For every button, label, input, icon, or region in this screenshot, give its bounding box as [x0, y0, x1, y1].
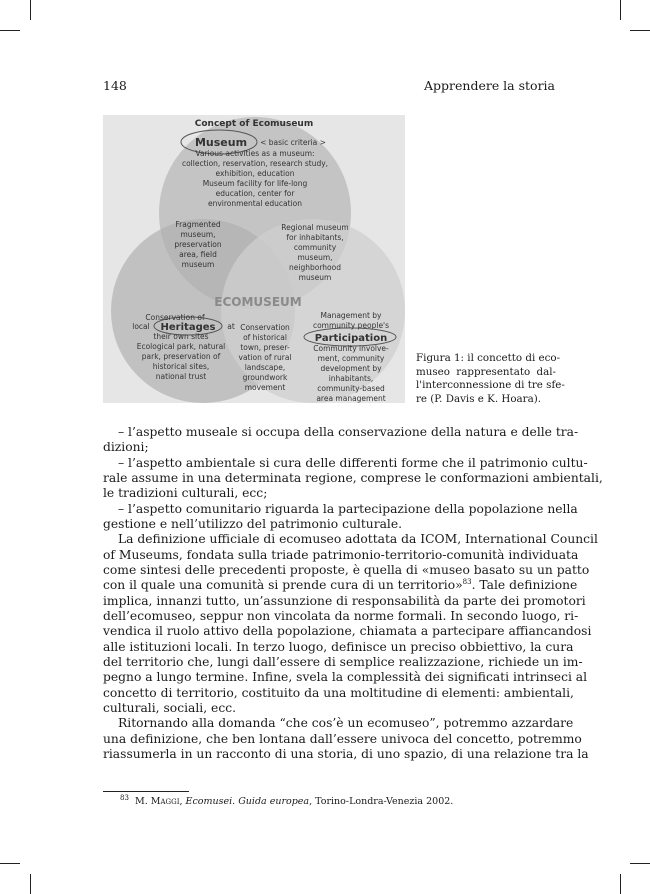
figure-label: inhabitants, [328, 374, 374, 383]
body-line-text: Ritornando alla domanda “che cos’è un ecomuseo”, potremmo azzardare [118, 716, 574, 731]
body-line [103, 470, 603, 486]
body-line-text: alle istituzioni locali. In terzo luogo, definisce un preciso obbiettivo, la cura [103, 639, 574, 654]
running-title: Apprendere la storia [423, 78, 555, 93]
body-line [103, 716, 574, 731]
body-text [103, 425, 603, 762]
figure-label: < basic criteria > [260, 138, 326, 147]
figure-label: for inhabitants, [286, 233, 344, 242]
footnote-ref: 83 [462, 578, 472, 587]
figure-label: historical sites, [152, 362, 210, 371]
body-line-text: rale assume in una determinata regione, comprese le conformazioni ambientali, [103, 470, 603, 485]
body-line [103, 486, 555, 501]
body-line [103, 593, 586, 609]
figure-label: museum [298, 273, 332, 282]
figure-label: exhibition, education [215, 169, 295, 178]
figure-label: museum [181, 260, 215, 269]
figure-label: local [132, 322, 150, 331]
body-line-text: riassumerla in un racconto di una storia, di uno spazio, di una relazione tra la [103, 746, 589, 761]
figure-label: Various activities as a museum: [195, 149, 315, 158]
body-line [103, 425, 579, 440]
body-line-text: pegno a lungo termine. Infine, svela la complessità dei significati intrinseci al [103, 670, 588, 685]
figure-label: community [293, 243, 337, 252]
body-line [103, 547, 579, 563]
body-line-text: concetto di territorio, costituito da una moltitudine di elementi: ambientali, [103, 685, 574, 700]
figure-label: Community involve- [313, 344, 389, 353]
crop-mark [620, 874, 621, 894]
figure-label: education, center for [215, 189, 295, 198]
body-line-text: dell’ecomuseo, seppur non vincolata da norme formali. In secondo luogo, ri- [103, 608, 579, 623]
body-line-text: dizioni; [103, 440, 149, 455]
body-line-text: – l’aspetto comunitario riguarda la partecipazione della popolazione nella [118, 501, 578, 516]
figure-label: area, field [179, 250, 217, 259]
body-line-text: una definizione, che ben lontana dall’essere univoca del concetto, potremmo [103, 731, 582, 746]
body-line-text: La definizione ufficiale di ecomuseo adottata da ICOM, International Council [118, 532, 598, 547]
figure-label: museum, [297, 253, 333, 262]
museum-label: Museum [194, 136, 248, 149]
body-line-text: – l’aspetto ambientale si cura delle differenti forme che il patrimonio cultu- [118, 455, 588, 470]
caption-line: l'interconnessione di tre sfe- [416, 379, 565, 391]
figure-label: Conservation of [145, 313, 205, 322]
body-line-text: con il quale una comunità si prende cura di un territorio» [103, 578, 463, 593]
body-line [103, 501, 578, 517]
figure-label: national trust [155, 372, 207, 381]
figure-label: community-based [317, 384, 385, 393]
figure-label: neighborhood [289, 263, 341, 272]
figure-label: Management by [320, 311, 382, 320]
figure-label: preservation [174, 240, 222, 249]
body-line-text: gestione e nell’utilizzo del patrimonio culturale. [103, 516, 403, 531]
figure-label: vation of rural [238, 353, 292, 362]
figure-label: community people's [312, 321, 390, 330]
figure-label: museum, [180, 230, 216, 239]
body-line [103, 670, 588, 685]
body-line-text: culturali, sociali, ecc. [103, 700, 237, 715]
figure-label: of historical [243, 333, 287, 342]
body-line-text: del territorio che, lungi dall’essere di semplice realizzazione, richiede un im- [103, 654, 583, 669]
figure-label: landscape, [244, 363, 286, 372]
page-number: 148 [103, 78, 127, 93]
figure-label: collection, reservation, research study, [181, 159, 329, 168]
participation-label: Participation [314, 333, 388, 344]
heritage-label: Heritages [160, 322, 216, 333]
body-line-text: of Museums, fondata sulla triade patrimonio-territorio-comunità individuata [103, 547, 579, 562]
body-line [103, 685, 574, 701]
body-line [103, 624, 592, 639]
body-line [103, 608, 579, 624]
footnote-number: 83 [120, 793, 129, 802]
crop-mark [30, 0, 31, 20]
figure-label: groundwork [242, 373, 288, 382]
body-line-text: come sintesi delle precedenti proposte, è quella di «museo basato su un patto [103, 562, 590, 577]
figure-label: Regional museum [281, 223, 349, 232]
caption-line: museo rappresentato dal- [416, 365, 556, 378]
body-line-text: . Tale definizione [471, 578, 578, 593]
caption-line: Figura 1: il concetto di eco- [416, 352, 561, 364]
ecomuseum-venn-figure [103, 115, 405, 403]
footnote-author-initial: M. [134, 796, 148, 807]
footnote-title: Ecomusei. Guida europea [185, 796, 310, 807]
body-line-text: le tradizioni culturali, ecc; [103, 486, 268, 501]
figure-label: their own sites [153, 332, 209, 341]
crop-mark [30, 874, 31, 894]
caption-line: re (P. Davis e K. Hoara). [416, 392, 542, 405]
body-line [103, 562, 590, 578]
figure-label: development by [320, 364, 382, 373]
ecomuseum-center-label: ECOMUSEUM [214, 295, 302, 309]
figure-label: movement [244, 383, 286, 392]
figure-label: Ecological park, natural [136, 342, 226, 351]
footnote-rule [103, 791, 189, 792]
figure-label: Museum facility for life-long [202, 179, 308, 188]
body-line [103, 639, 574, 655]
footnote-author: Maggi [150, 796, 180, 807]
body-line [103, 578, 578, 593]
figure-caption [416, 352, 565, 406]
body-line [103, 701, 555, 716]
body-line [103, 746, 589, 762]
footnote-rest: , Torino-Londra-Venezia 2002. [309, 796, 454, 807]
figure-label: Fragmented [175, 220, 221, 229]
body-line [103, 532, 598, 547]
figure-label: park, preservation of [141, 352, 221, 361]
figure-label: area management [316, 394, 386, 403]
footnote: $^{83}$ M. Maggi, Ecomusei. Guida europea, Torino-Londra-Venezia 2002. [120, 793, 454, 807]
body-line-text: vendica il ruolo attivo della popolazione, chiamata a partecipare affiancandosi [103, 624, 592, 639]
body-line [103, 455, 588, 471]
body-line-text: implica, innanzi tutto, un’assunzione di responsabilità da parte dei promotori [103, 593, 586, 608]
crop-mark [630, 30, 650, 31]
body-line [103, 731, 582, 747]
body-line [103, 517, 555, 532]
figure-label: environmental education [207, 199, 303, 208]
figure-label: at [227, 322, 235, 331]
figure-title: Concept of Ecomuseum [194, 119, 314, 129]
crop-mark [0, 863, 20, 864]
crop-mark [630, 863, 650, 864]
body-line [103, 440, 555, 455]
body-line [103, 654, 583, 670]
figure-label: Conservation [240, 323, 290, 332]
figure-label: ment, community [317, 354, 385, 363]
figure-label: town, preser- [240, 343, 290, 352]
body-line-text: – l’aspetto museale si occupa della conservazione della natura e delle tra- [118, 425, 579, 439]
crop-mark [620, 0, 621, 20]
crop-mark [0, 30, 20, 31]
